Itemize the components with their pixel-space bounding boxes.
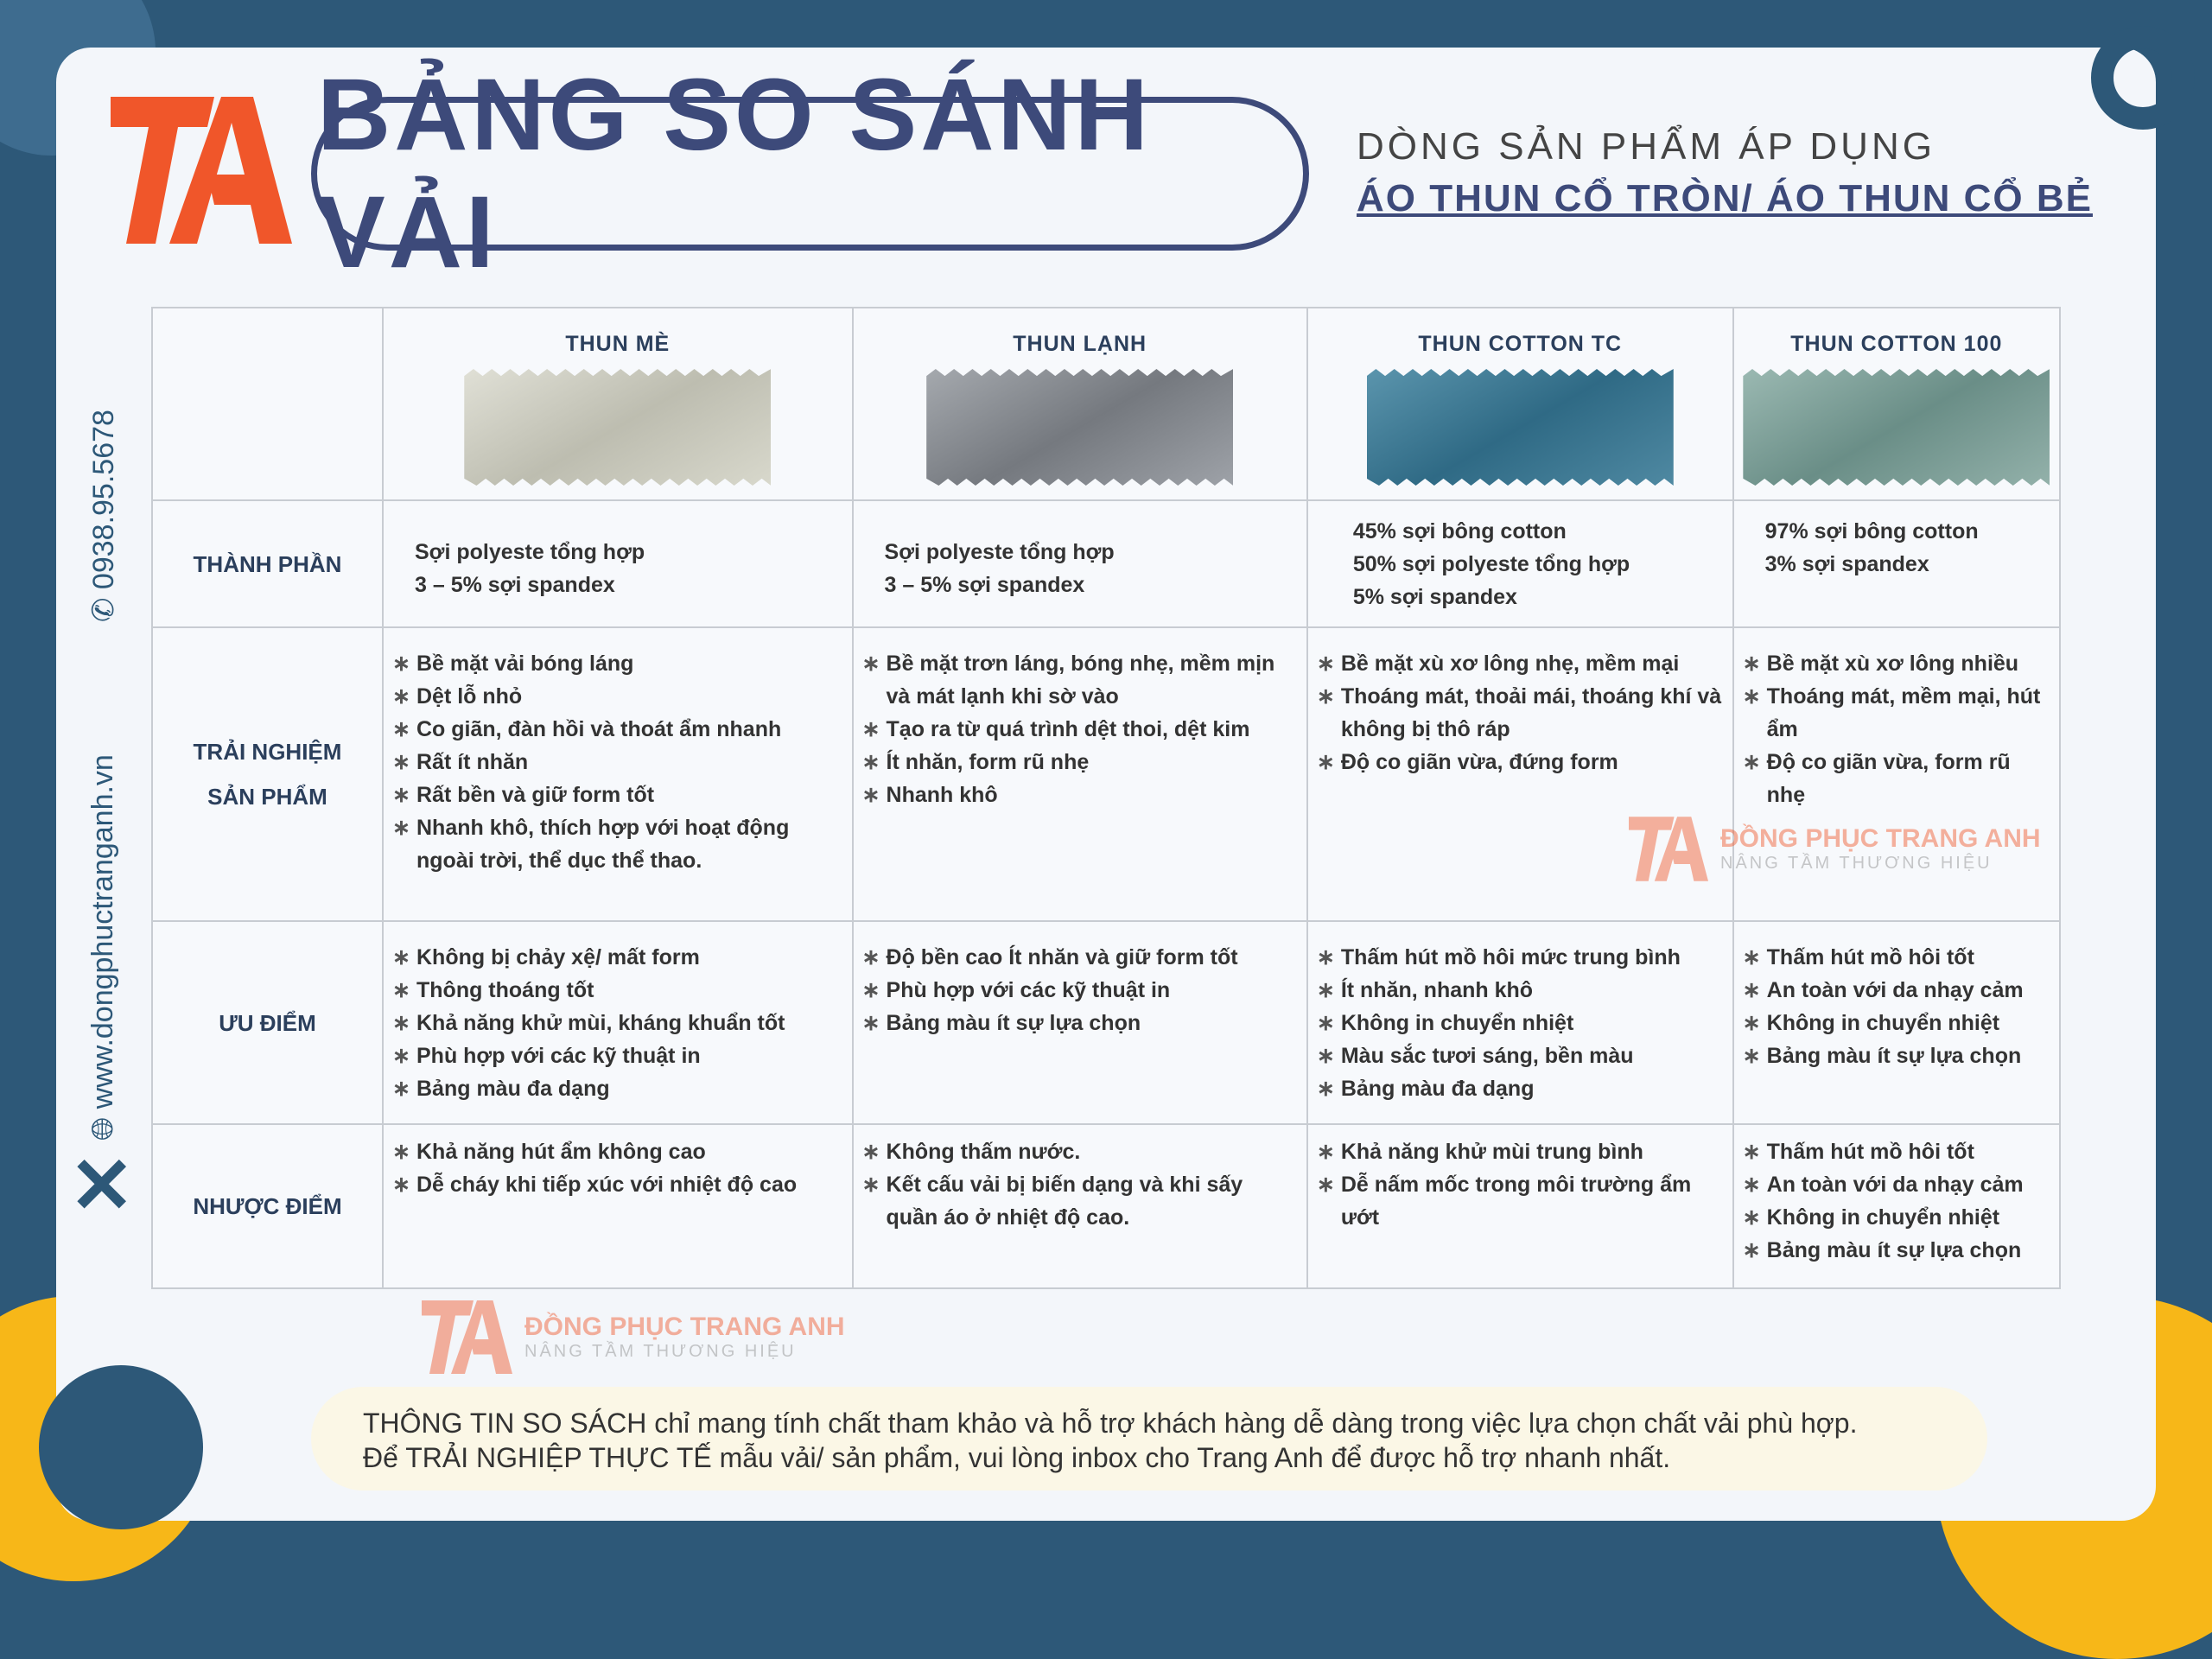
decor-x-icon: ✕ bbox=[69, 1143, 135, 1230]
bullet-item: ∗ Bảng màu đa dạng bbox=[392, 1072, 843, 1105]
bullet-item: ∗ Rất ít nhăn bbox=[392, 746, 843, 779]
table-cell bbox=[1733, 921, 2060, 1124]
watermark: ĐỒNG PHỤC TRANG ANH NÂNG TẦM THƯƠNG HIỆU bbox=[422, 1300, 845, 1374]
bullet-item: ∗ Khả năng hút ẩm không cao bbox=[392, 1135, 843, 1168]
table-cell: 45% sợi bông cotton 50% sợi polyeste tổng hợp 5% sợi spandex bbox=[1307, 500, 1733, 627]
table-row-cons bbox=[152, 1124, 2060, 1288]
bullet-item: ∗ Màu sắc tươi sáng, bền màu bbox=[1317, 1039, 1724, 1072]
table-cell bbox=[383, 1124, 853, 1288]
watermark: ĐỒNG PHỤC TRANG ANH NÂNG TẦM THƯƠNG HIỆU bbox=[1629, 817, 2041, 881]
fabric-swatch-image bbox=[1743, 369, 2050, 486]
bullet-item: ∗ Không thấm nước. bbox=[862, 1135, 1298, 1168]
table-cell bbox=[383, 627, 853, 921]
bullet-item: ∗ Bảng màu ít sự lựa chọn bbox=[862, 1007, 1298, 1039]
bullet-item: ∗ Phù hợp với các kỹ thuật in bbox=[392, 1039, 843, 1072]
table-cell: Sợi polyeste tổng hợp 3 – 5% sợi spandex bbox=[383, 500, 853, 627]
bullet-item: ∗ Thấm hút mồ hôi mức trung bình bbox=[1317, 941, 1724, 974]
table-cell bbox=[1307, 1124, 1733, 1288]
table-row-composition bbox=[152, 500, 2060, 627]
subtitle-products: ÁO THUN CỔ TRÒN/ ÁO THUN CỔ BẺ bbox=[1357, 177, 2093, 219]
table-cell bbox=[853, 1124, 1307, 1288]
bullet-item: ∗ Không bị chảy xệ/ mất form bbox=[392, 941, 843, 974]
bullet-item: ∗ Độ co giãn vừa, đứng form bbox=[1317, 746, 1724, 779]
website: 🌐︎ www.dongphuctranganh.vn bbox=[86, 754, 119, 1141]
bullet-item: ∗ Độ bền cao Ít nhăn và giữ form tốt bbox=[862, 941, 1298, 974]
bullet-item: ∗ Thông thoáng tốt bbox=[392, 974, 843, 1007]
fabric-swatch-image bbox=[464, 369, 771, 486]
bullet-item: ∗ Không in chuyển nhiệt bbox=[1743, 1201, 2050, 1234]
table-cell bbox=[383, 921, 853, 1124]
watermark-logo bbox=[422, 1300, 512, 1374]
globe-icon: 🌐︎ bbox=[86, 1109, 119, 1141]
bullet-item: ∗ Bề mặt trơn láng, bóng nhẹ, mềm mịn và mát lạnh khi sờ vào bbox=[862, 647, 1298, 713]
title-pill bbox=[311, 58, 1309, 289]
row-header: THÀNH PHẦN bbox=[152, 500, 383, 627]
bullet-item: ∗ Dễ cháy khi tiếp xúc với nhiệt độ cao bbox=[392, 1168, 843, 1201]
bullet-item: ∗ Thoáng mát, mềm mại, hút ẩm bbox=[1743, 680, 2050, 746]
brand-logo bbox=[111, 97, 292, 244]
table-cell: Sợi polyeste tổng hợp 3 – 5% sợi spandex bbox=[853, 500, 1307, 627]
bullet-item: ∗ Ít nhăn, nhanh khô bbox=[1317, 974, 1724, 1007]
bullet-item: ∗ Thoáng mát, thoải mái, thoáng khí và không bị thô ráp bbox=[1317, 680, 1724, 746]
bullet-item: ∗ Thấm hút mồ hôi tốt bbox=[1743, 1135, 2050, 1168]
bullet-item: ∗ Thấm hút mồ hôi tốt bbox=[1743, 941, 2050, 974]
bullet-item: ∗ An toàn với da nhạy cảm bbox=[1743, 1168, 2050, 1201]
bullet-item: ∗ Bề mặt xù xơ lông nhiều bbox=[1743, 647, 2050, 680]
subtitle-label: DÒNG SẢN PHẨM ÁP DỤNG bbox=[1357, 125, 1936, 168]
bullet-item: ∗ Bảng màu ít sự lựa chọn bbox=[1743, 1039, 2050, 1072]
table-cell bbox=[1307, 921, 1733, 1124]
bullet-item: ∗ Bề mặt xù xơ lông nhẹ, mềm mại bbox=[1317, 647, 1724, 680]
column-header: THUN LẠNH bbox=[853, 308, 1307, 500]
fabric-swatch-image bbox=[1367, 369, 1674, 486]
bullet-item: ∗ Khả năng khử mùi, kháng khuẩn tốt bbox=[392, 1007, 843, 1039]
bullet-item: ∗ Nhanh khô, thích hợp với hoạt động ngoài trời, thể dục thể thao. bbox=[392, 811, 843, 877]
fabric-comparison-table bbox=[151, 307, 2061, 1289]
row-header: TRẢI NGHIỆM SẢN PHẨM bbox=[152, 627, 383, 921]
table-cell: 97% sợi bông cotton 3% sợi spandex bbox=[1733, 500, 2060, 627]
phone-number: ✆ 0938.95.5678 bbox=[87, 410, 120, 622]
bullet-item: ∗ Không in chuyển nhiệt bbox=[1743, 1007, 2050, 1039]
bullet-item: ∗ Kết cấu vải bị biến dạng và khi sấy quần áo ở nhiệt độ cao. bbox=[862, 1168, 1298, 1234]
bullet-item: ∗ Không in chuyển nhiệt bbox=[1317, 1007, 1724, 1039]
bullet-item: ∗ Bảng màu đa dạng bbox=[1317, 1072, 1724, 1105]
table-header-row bbox=[152, 308, 2060, 500]
row-header: NHƯỢC ĐIỂM bbox=[152, 1124, 383, 1288]
bullet-item: ∗ Dễ nấm mốc trong môi trường ẩm ướt bbox=[1317, 1168, 1724, 1234]
watermark-logo bbox=[1629, 817, 1708, 881]
table-cell bbox=[853, 627, 1307, 921]
fabric-swatch-image bbox=[926, 369, 1233, 486]
column-header: THUN MÈ bbox=[383, 308, 853, 500]
bullet-item: ∗ Dệt lỗ nhỏ bbox=[392, 680, 843, 713]
bullet-item: ∗ Rất bền và giữ form tốt bbox=[392, 779, 843, 811]
page-title: BẢNG SO SÁNH VẢI bbox=[317, 58, 1152, 289]
column-header: THUN COTTON TC bbox=[1307, 308, 1733, 500]
bullet-item: ∗ Co giãn, đàn hồi và thoát ẩm nhanh bbox=[392, 713, 843, 746]
bullet-item: ∗ Bảng màu ít sự lựa chọn bbox=[1743, 1234, 2050, 1267]
corner-cell bbox=[152, 308, 383, 500]
table-cell bbox=[853, 921, 1307, 1124]
table-row-pros bbox=[152, 921, 2060, 1124]
phone-icon: ✆ bbox=[87, 589, 120, 622]
bullet-item: ∗ Bề mặt vải bóng láng bbox=[392, 647, 843, 680]
decor-circle-bottom-left-blue bbox=[39, 1365, 203, 1529]
bullet-item: ∗ Tạo ra từ quá trình dệt thoi, dệt kim bbox=[862, 713, 1298, 746]
disclaimer-note: THÔNG TIN SO SÁCH chỉ mang tính chất tham khảo và hỗ trợ khách hàng dễ dàng trong việc lựa chọn chất vải phù hợp. Để TRẢI NGHIỆP THỰC TẾ mẫu vải/ sản phẩm, vui lòng inbox cho Trang Anh để được hỗ trợ nhanh nhất. bbox=[311, 1387, 1987, 1491]
table-cell bbox=[1733, 1124, 2060, 1288]
row-header: ƯU ĐIỂM bbox=[152, 921, 383, 1124]
bullet-item: ∗ Khả năng khử mùi trung bình bbox=[1317, 1135, 1724, 1168]
column-header: THUN COTTON 100 bbox=[1733, 308, 2060, 500]
bullet-item: ∗ Phù hợp với các kỹ thuật in bbox=[862, 974, 1298, 1007]
bullet-item: ∗ Độ co giãn vừa, form rũ nhẹ bbox=[1743, 746, 2050, 811]
decor-ring-top-right bbox=[2091, 26, 2195, 130]
bullet-item: ∗ Ít nhăn, form rũ nhẹ bbox=[862, 746, 1298, 779]
bullet-item: ∗ An toàn với da nhạy cảm bbox=[1743, 974, 2050, 1007]
bullet-item: ∗ Nhanh khô bbox=[862, 779, 1298, 811]
